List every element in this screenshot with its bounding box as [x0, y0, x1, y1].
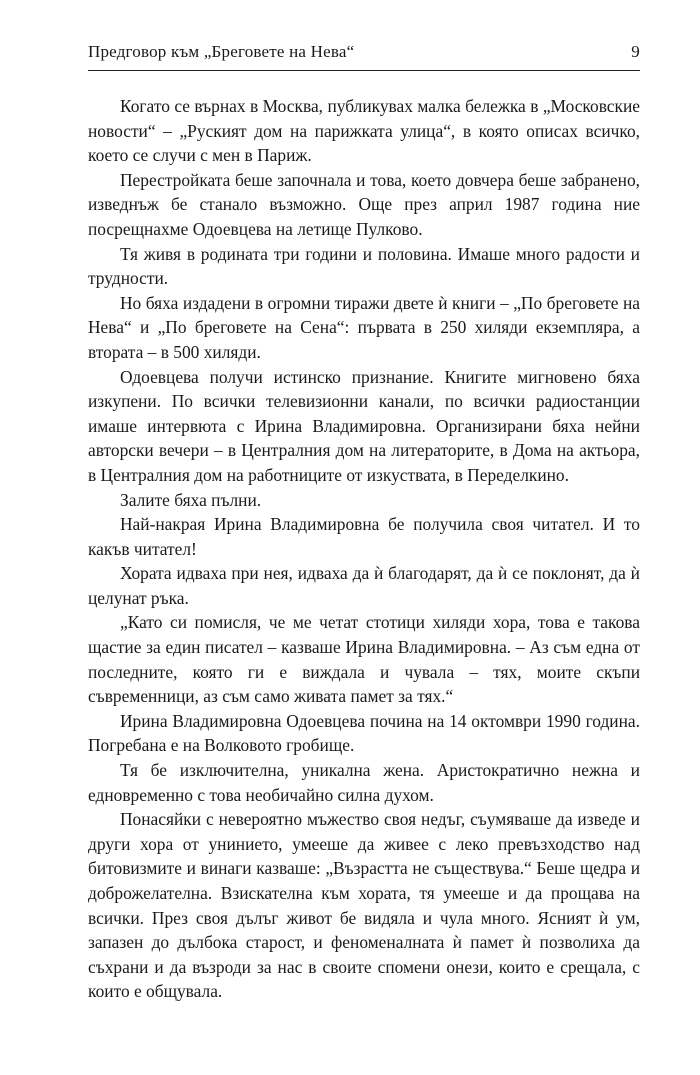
paragraph: „Като си помисля, че ме четат стотици хиляди хора, това е такова щастие за един писател – казваше Ирина Владимировна. – Аз съм една от последните, която ги е виждала и чувала – тях, моите скъпи съвременници, аз съм само живата памет за тях.“	[88, 612, 640, 707]
paragraph: Перестройката беше започнала и това, което довчера беше забранено, изведнъж бе станало възможно. Още през април 1987 година ние посрещнахме Одоевцева на летище Пулково.	[88, 169, 640, 239]
paragraph: Тя бе изключителна, уникална жена. Аристократично нежна и едновременно с това необичайно силна духом.	[88, 760, 640, 805]
paragraph: Когато се върнах в Москва, публикувах малка бележка в „Московские новости“ – „Руският дом на парижката улица“, в която описах всичко, което се случи с мен в Париж.	[88, 96, 640, 166]
running-title: Предговор към „Бреговете на Нева“	[88, 42, 355, 61]
paragraph: Хората идваха при нея, идваха да ѝ благодарят, да ѝ се поклонят, да ѝ целунат ръка.	[88, 563, 640, 608]
header-rule	[88, 70, 640, 71]
running-header	[88, 42, 640, 70]
paragraph: Залите бяха пълни.	[120, 489, 262, 510]
paragraph: Ирина Владимировна Одоевцева почина на 14 октомври 1990 година. Погребана е на Волковото гробище.	[88, 710, 640, 756]
paragraph: Най-накрая Ирина Владимировна бе получила своя читател. И то какъв читател!	[88, 514, 640, 559]
paragraph: Но бяха издадени в огромни тиражи двете ѝ книги – „По бреговете на Нева“ и „По бреговете на Сена“: първата в 250 хиляди екземпляра, а втората – в 500 хиляди.	[88, 292, 640, 362]
body-text	[88, 94, 640, 1004]
paragraph: Понасяйки с невероятно мъжество своя недъг, съумяваше да изведе и други хора от унинието, умееше да живее с леко превъзходство над битовизмите и винаги казваше: „Възрастта не съществува.“ Беше щедра и доброжелателна. Взискателна към хората, тя умееше и да прощава на всички. През своя дълъг живот бе видяла и чула много. Ясният ѝ ум, запазен до дълбока старост, и феноменалната ѝ памет ѝ позволиха да съхрани и да възроди за нас в своите спомени онези, които е срещала, с които е общувала.	[88, 809, 640, 1002]
paragraph: Тя живя в родината три години и половина. Имаше много радости и трудности.	[88, 243, 640, 289]
paragraph: Одоевцева получи истинско признание. Книгите мигновено бяха изкупени. По всички телевизионни канали, по всички радиостанции имаше интервюта с Ирина Владимировна. Организирани бяха нейни авторски вечери – в Централния дом на литераторите, в Дома на актьора, в Централния дом на работниците от изкуствата, в Переделкино.	[88, 366, 640, 485]
page-number: 9	[631, 42, 640, 61]
